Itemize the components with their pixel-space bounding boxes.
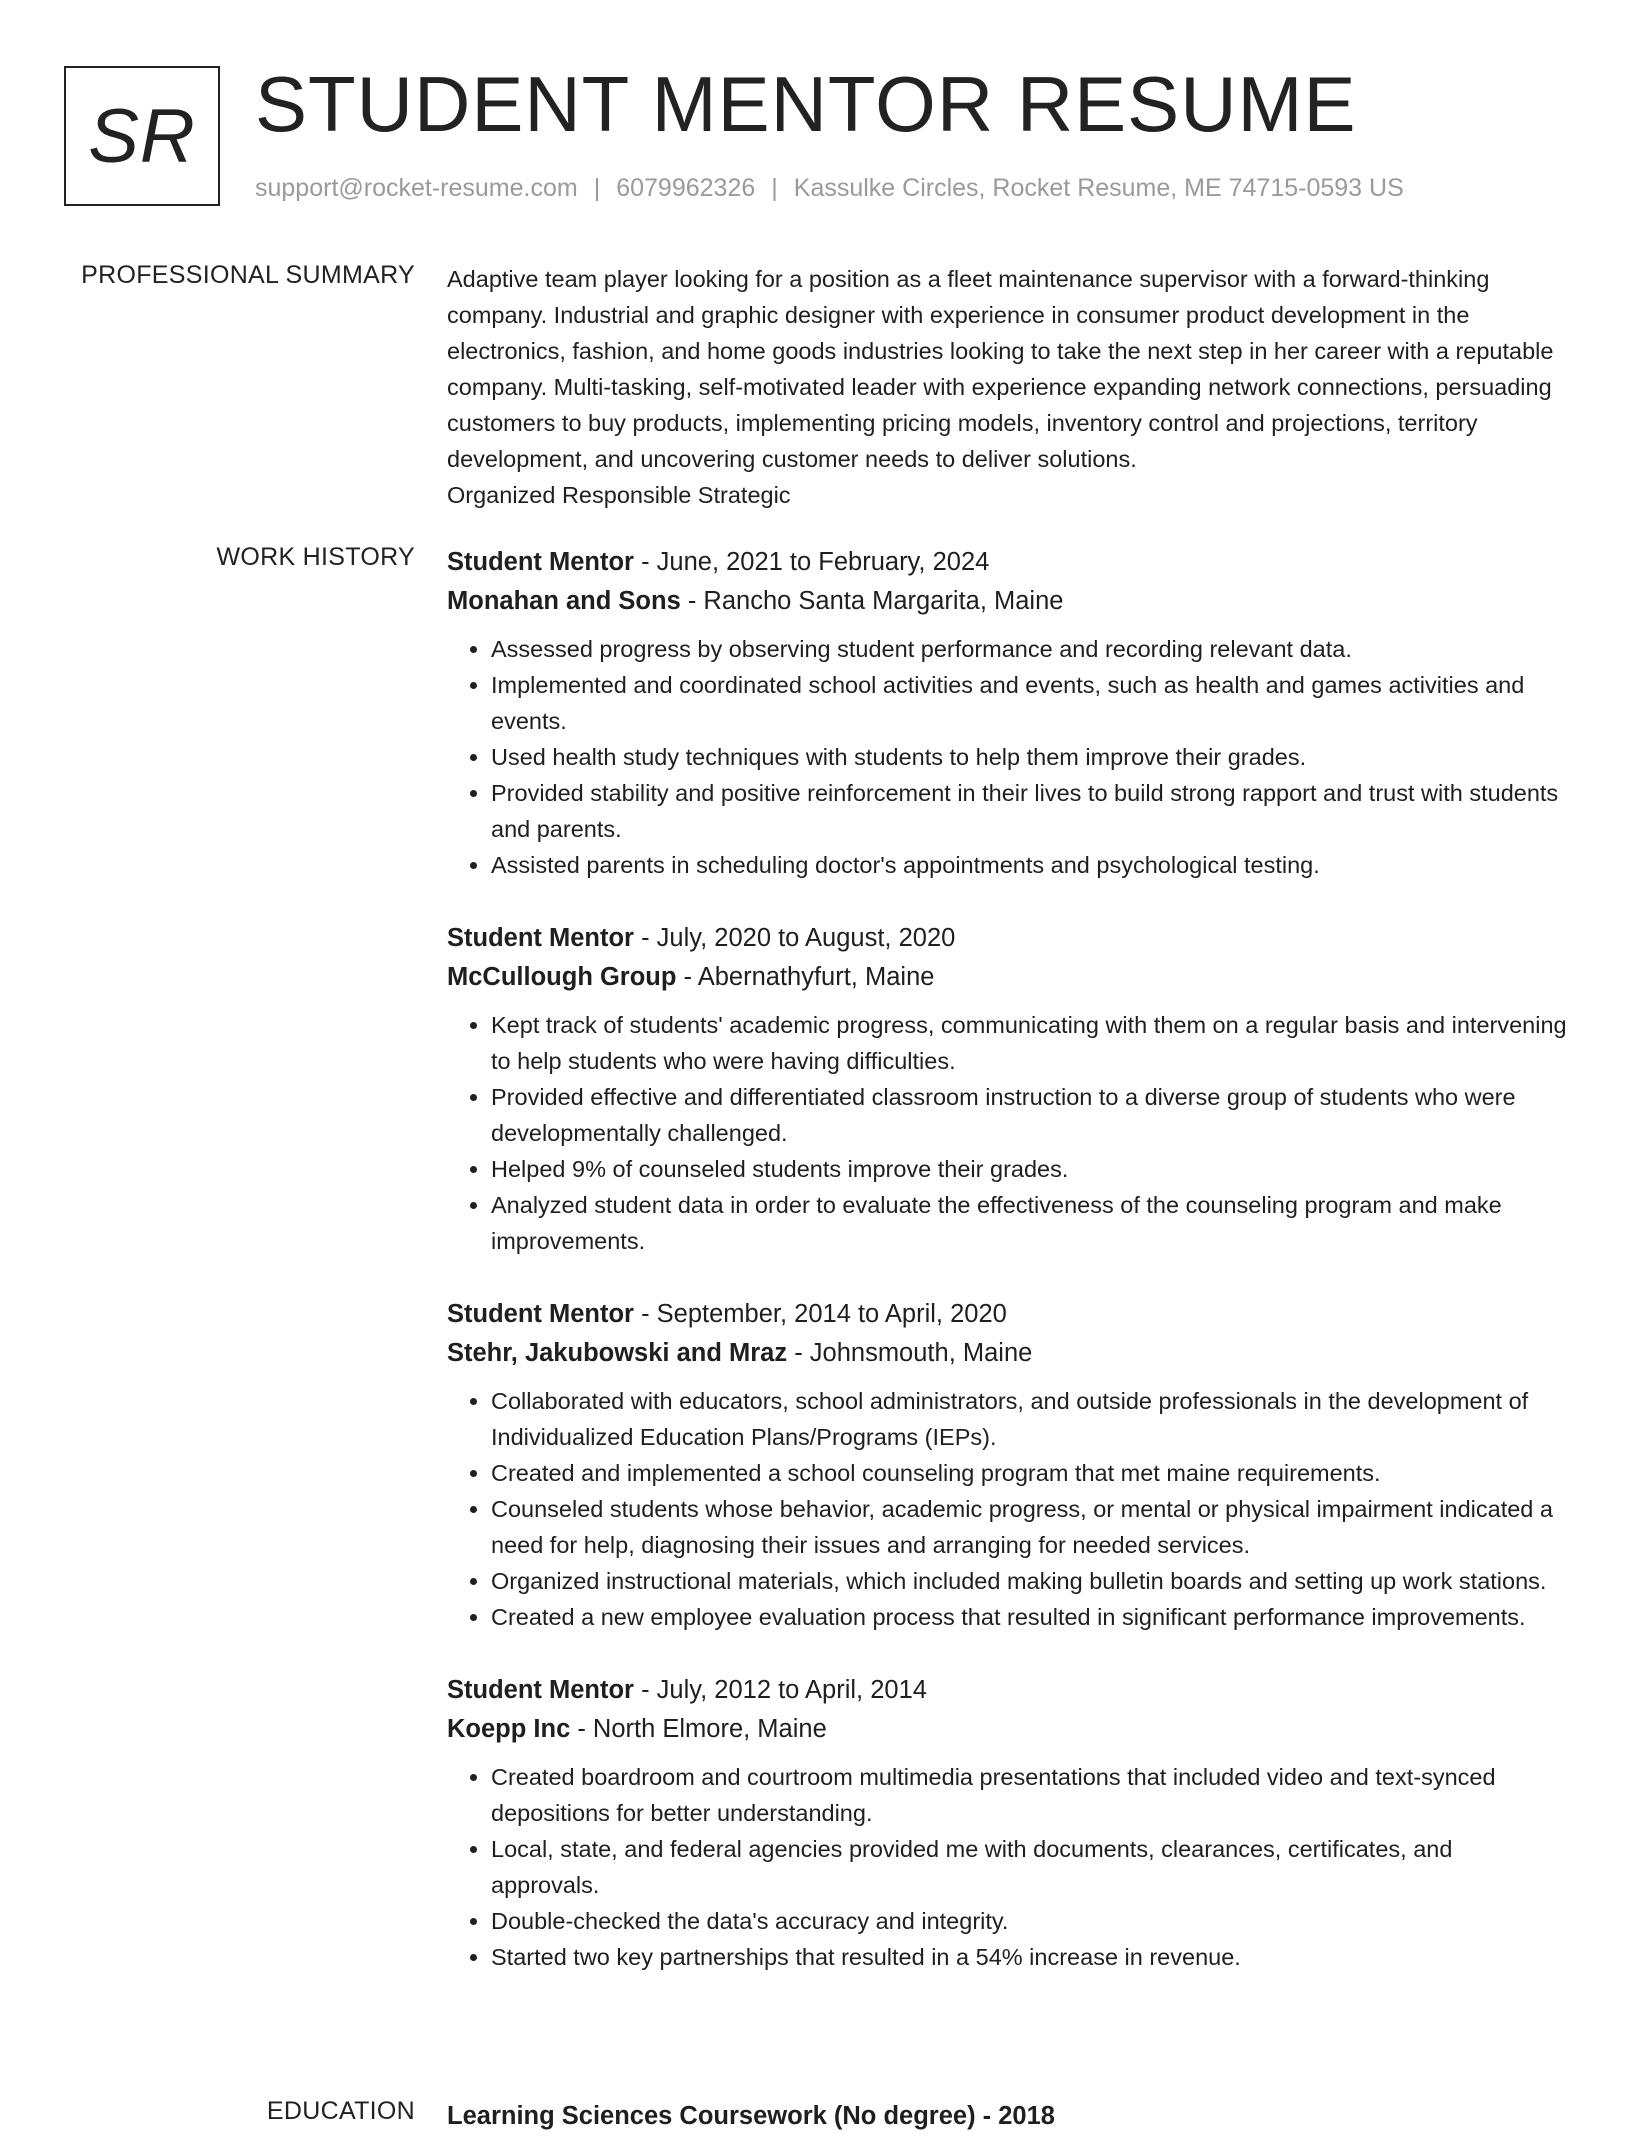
- section-label-education: EDUCATION: [266, 2097, 415, 2125]
- summary-paragraph: Adaptive team player looking for a position as a fleet maintenance supervisor with a forward-thinking company. Industrial and graphic designer with experience in consumer product development in the electronics, fashion, and home goods industries looking to take the next step in her career with a reputable company. Multi-tasking, self-motivated leader with experience expanding network connections, persuading customers to buy products, implementing pricing models, inventory control and projections, territory development, and uncovering customer needs to deliver solutions.: [447, 266, 1554, 472]
- job-bullets: [447, 1007, 1567, 1259]
- job-title: Student Mentor: [447, 924, 634, 952]
- job-title-line: [447, 543, 1567, 582]
- job-bullets: [447, 631, 1567, 883]
- resume-title: STUDENT MENTOR RESUME: [255, 60, 1357, 148]
- job-dates: - July, 2020 to August, 2020: [633, 924, 956, 952]
- job-company: Stehr, Jakubowski and Mraz: [447, 1339, 788, 1367]
- job-title: Student Mentor: [447, 1300, 634, 1328]
- job-bullet: • Collaborated with educators, school administrators, and outside professionals in the development of Individualized Education Plans/Programs (IEPs).: [491, 1383, 1567, 1455]
- job-bullet: • Provided effective and differentiated classroom instruction to a diverse group of students who were developmentally challenged.: [491, 1079, 1567, 1151]
- contact-separator: |: [771, 174, 778, 202]
- job-bullet: • Created and implemented a school counseling program that met maine requirements.: [491, 1455, 1567, 1491]
- job-bullet: • Provided stability and positive reinforcement in their lives to build strong rapport and trust with students and parents.: [491, 775, 1567, 847]
- summary-body: [447, 261, 1567, 513]
- job-company: Koepp Inc: [447, 1715, 571, 1743]
- job-entry: [447, 1295, 1567, 1635]
- job-title-line: [447, 1295, 1567, 1334]
- job-company-line: [447, 582, 1567, 621]
- section-label-work: WORK HISTORY: [216, 543, 415, 571]
- job-location: - Abernathyfurt, Maine: [676, 963, 935, 991]
- job-company-line: [447, 958, 1567, 997]
- job-bullet: • Started two key partnerships that resulted in a 54% increase in revenue.: [491, 1939, 1567, 1975]
- job-bullet: • Created a new employee evaluation process that resulted in significant performance improvements.: [491, 1599, 1567, 1635]
- job-location: - North Elmore, Maine: [570, 1715, 827, 1743]
- job-location: - Johnsmouth, Maine: [787, 1339, 1033, 1367]
- job-dates: - September, 2014 to April, 2020: [633, 1300, 1007, 1328]
- job-dates: - June, 2021 to February, 2024: [633, 548, 990, 576]
- summary-traits: Organized Responsible Strategic: [447, 482, 791, 508]
- job-bullet: • Analyzed student data in order to evaluate the effectiveness of the counseling program and make improvements.: [491, 1187, 1567, 1259]
- work-history-body: [447, 543, 1567, 2011]
- job-bullet: • Assessed progress by observing student performance and recording relevant data.: [491, 631, 1567, 667]
- job-entry: [447, 543, 1567, 883]
- job-entry: [447, 919, 1567, 1259]
- contact-separator: |: [593, 174, 601, 202]
- job-bullet: • Used health study techniques with students to help them improve their grades.: [491, 739, 1567, 775]
- job-title-line: [447, 919, 1567, 958]
- job-bullet: • Double-checked the data's accuracy and integrity.: [491, 1903, 1567, 1939]
- summary-text: [447, 261, 1567, 513]
- job-bullet: • Local, state, and federal agencies provided me with documents, clearances, certificates, and approvals.: [491, 1831, 1567, 1903]
- contact-line: [255, 174, 1404, 203]
- job-company: McCullough Group: [447, 963, 677, 991]
- job-entry: [447, 1671, 1567, 1975]
- job-bullet: • Kept track of students' academic progress, communicating with them on a regular basis and intervening to help students who were having difficulties.: [491, 1007, 1567, 1079]
- job-company-line: [447, 1334, 1567, 1373]
- job-title: Student Mentor: [447, 548, 634, 576]
- job-bullet: • Organized instructional materials, which included making bulletin boards and setting up work stations.: [491, 1563, 1567, 1599]
- education-body: [447, 2097, 1567, 2136]
- section-label-summary: PROFESSIONAL SUMMARY: [81, 261, 415, 289]
- education-entry: Learning Sciences Coursework (No degree) - 2018: [447, 2102, 1055, 2130]
- job-location: - Rancho Santa Margarita, Maine: [680, 587, 1064, 615]
- job-bullet: • Assisted parents in scheduling doctor's appointments and psychological testing.: [491, 847, 1567, 883]
- job-bullet: • Created boardroom and courtroom multimedia presentations that included video and text-synced depositions for better understanding.: [491, 1759, 1567, 1831]
- job-bullets: [447, 1383, 1567, 1635]
- job-title: Student Mentor: [447, 1676, 634, 1704]
- monogram-logo: SR: [64, 66, 220, 206]
- job-company-line: [447, 1710, 1567, 1749]
- job-bullet: • Helped 9% of counseled students improve their grades.: [491, 1151, 1567, 1187]
- contact-email: support@rocket-resume.com: [255, 174, 578, 202]
- job-dates: - July, 2012 to April, 2014: [633, 1676, 927, 1704]
- job-company: Monahan and Sons: [447, 587, 681, 615]
- job-bullet: • Counseled students whose behavior, academic progress, or mental or physical impairment indicated a need for help, diagnosing their issues and arranging for needed services.: [491, 1491, 1567, 1563]
- job-bullet: • Implemented and coordinated school activities and events, such as health and games activities and events.: [491, 667, 1567, 739]
- resume-header: [64, 60, 1564, 224]
- contact-address: Kassulke Circles, Rocket Resume, ME 74715-0593 US: [793, 174, 1404, 202]
- job-title-line: [447, 1671, 1567, 1710]
- contact-phone: 6079962326: [616, 174, 756, 202]
- job-bullets: [447, 1759, 1567, 1975]
